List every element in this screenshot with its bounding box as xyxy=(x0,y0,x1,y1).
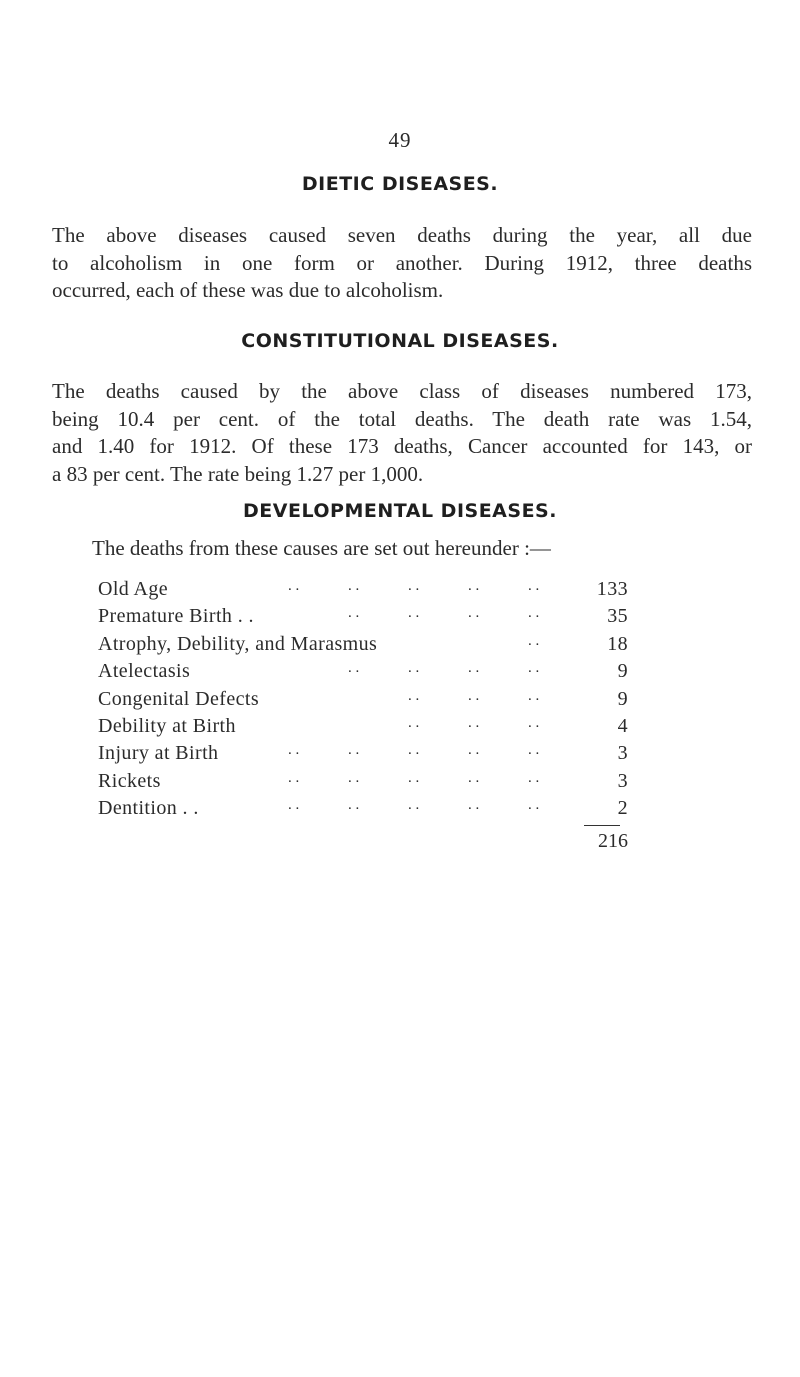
row-value: 9 xyxy=(617,660,628,683)
row-value: 3 xyxy=(617,742,628,765)
row-value: 3 xyxy=(617,769,628,792)
row-value: 2 xyxy=(617,797,628,820)
table-row xyxy=(98,715,628,742)
row-value: 4 xyxy=(617,714,628,737)
leader-dots: . . . . . . . . . . xyxy=(288,742,540,759)
developmental-heading: DEVELOPMENTAL DISEASES. xyxy=(243,500,557,522)
total-rule xyxy=(584,825,620,826)
constitutional-line-3: and 1.40 for 1912. Of these 173 deaths, Cancer accounted for 143, or xyxy=(52,434,752,458)
constitutional-paragraph xyxy=(52,378,752,488)
leader-dots: . . . . . . . . xyxy=(348,660,540,677)
row-label: Debility at Birth xyxy=(98,714,236,737)
total-value: 216 xyxy=(598,830,628,852)
leader-dots: . . . . . . . . . . xyxy=(288,797,540,814)
constitutional-line-1: The deaths caused by the above class of diseases numbered 173, xyxy=(52,379,752,403)
dietic-line-3: occurred, each of these was due to alcoholism. xyxy=(52,278,444,302)
leader-dots: . . . . . . . . . . xyxy=(288,769,540,786)
row-value: 35 xyxy=(607,605,628,628)
row-label: Atrophy, Debility, and Marasmus xyxy=(98,632,378,655)
dietic-line-1: The above diseases caused seven deaths during the year, all due xyxy=(52,223,752,247)
row-label: Dentition . . xyxy=(98,797,199,820)
leader-dots: . . xyxy=(528,632,540,649)
dietic-line-2: to alcoholism in one form or another. During 1912, three deaths xyxy=(52,250,752,275)
constitutional-heading: CONSTITUTIONAL DISEASES. xyxy=(241,330,559,352)
leader-dots: . . . . . . xyxy=(408,714,540,731)
leader-dots: . . . . . . xyxy=(408,687,540,704)
row-value: 18 xyxy=(607,632,628,655)
table-row xyxy=(98,770,628,797)
constitutional-line-4: a 83 per cent. The rate being 1.27 per 1,000. xyxy=(52,461,424,486)
row-label: Injury at Birth xyxy=(98,742,219,765)
row-value: 9 xyxy=(617,687,628,710)
table-row xyxy=(98,605,628,632)
dietic-paragraph xyxy=(52,222,752,305)
row-label: Rickets xyxy=(98,769,161,792)
row-label: Premature Birth . . xyxy=(98,605,254,628)
row-label: Atelectasis xyxy=(98,660,191,683)
developmental-intro: The deaths from these causes are set out hereunder :— xyxy=(92,536,551,560)
table-row xyxy=(98,578,628,605)
deaths-table xyxy=(98,578,628,825)
page-number: 49 xyxy=(388,128,412,152)
table-row xyxy=(98,688,628,715)
table-row xyxy=(98,797,628,824)
table-row xyxy=(98,660,628,687)
leader-dots: . . . . . . . . . . xyxy=(288,578,540,594)
row-label: Old Age xyxy=(98,578,169,600)
leader-dots: . . . . . . . . xyxy=(348,605,540,622)
constitutional-line-2: being 10.4 per cent. of the total deaths. The death rate was 1.54, xyxy=(52,406,752,431)
table-row xyxy=(98,742,628,769)
table-row xyxy=(98,633,628,660)
row-label: Congenital Defects xyxy=(98,687,260,710)
row-value: 133 xyxy=(596,578,628,600)
dietic-heading: DIETIC DISEASES. xyxy=(301,173,499,195)
